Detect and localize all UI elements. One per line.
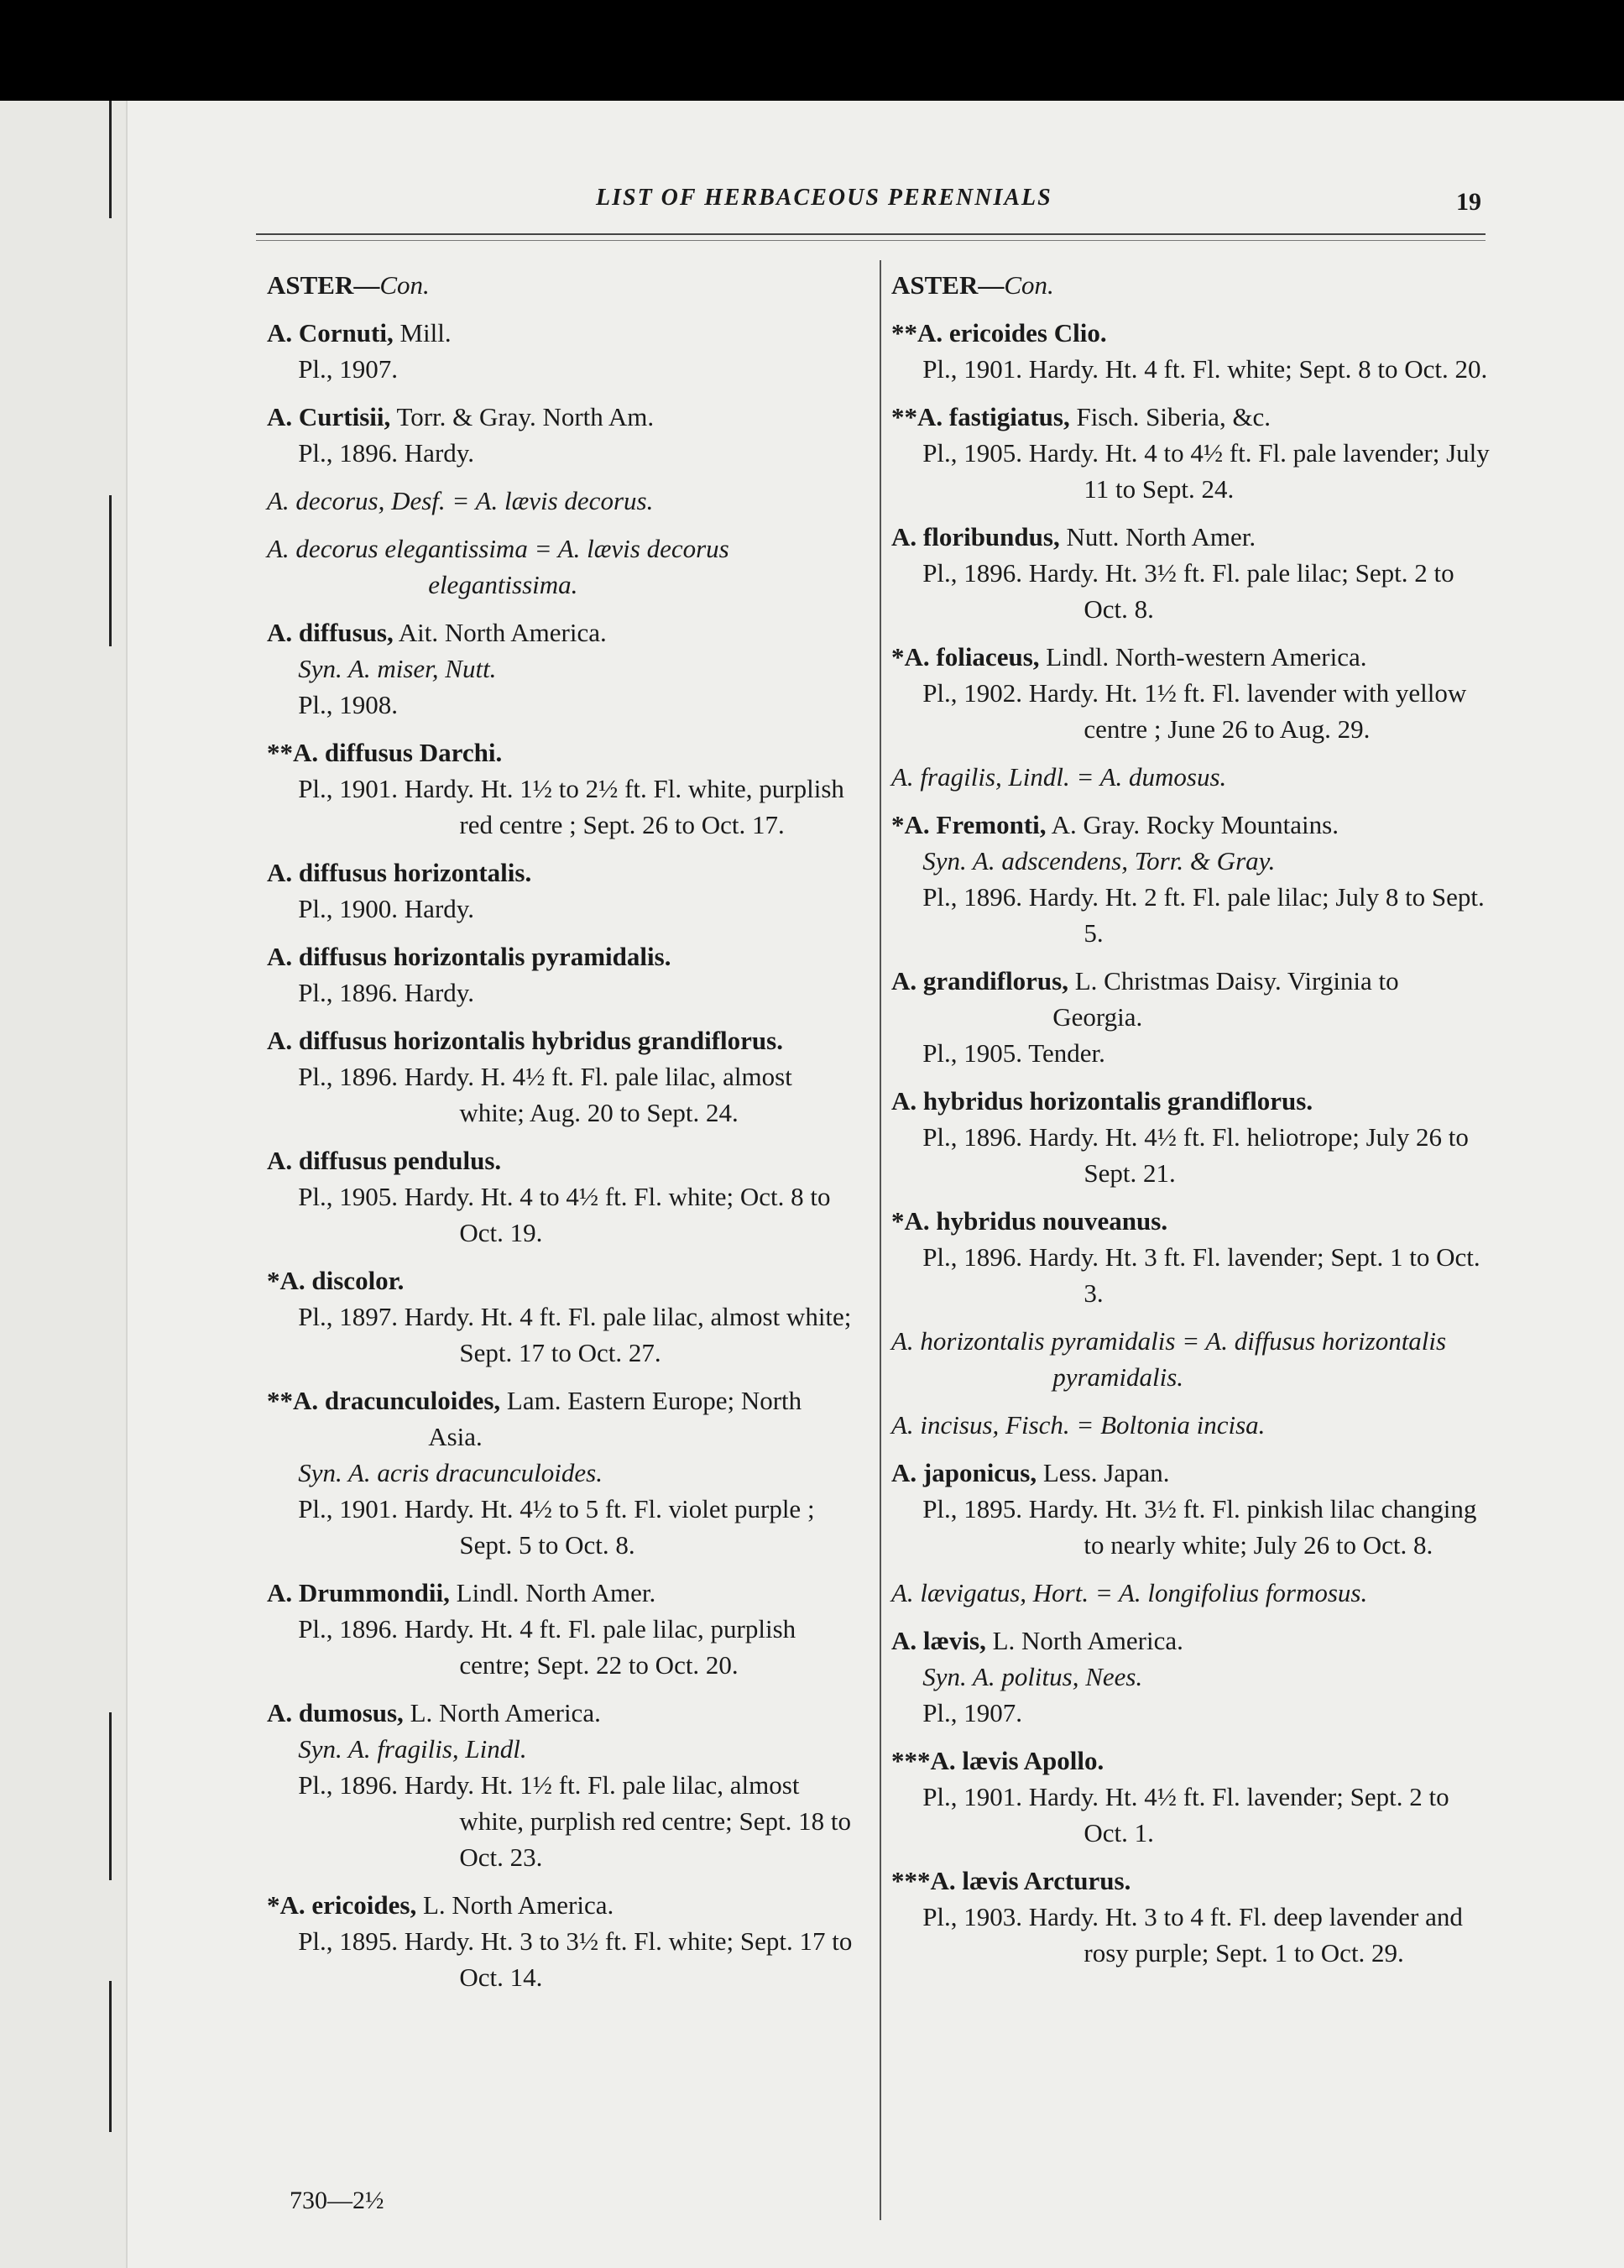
authority-origin: L. North America. [416,1890,614,1920]
plant-name: A. floribundus, [891,522,1060,551]
planting-detail: Pl., 1895. Hardy. Ht. 3½ ft. Fl. pinkish lilac changing to nearly white; July 26 to Oct. 8. [922,1494,1477,1560]
header-rule [256,233,1486,235]
planting-detail: Pl., 1897. Hardy. Ht. 4 ft. Fl. pale lilac, almost white; Sept. 17 to Oct. 27. [298,1302,852,1367]
plant-entry [267,399,859,471]
plant-name: A. Cornuti, [267,318,394,348]
authority-origin: Torr. & Gray. North Am. [390,402,655,431]
planting-detail: Pl., 1900. Hardy. [298,894,474,923]
plant-name: A. lævis, [891,1626,986,1655]
authority-origin: Lindl. North-western America. [1039,642,1367,672]
planting-detail: Pl., 1902. Hardy. Ht. 1½ ft. Fl. lavender with yellow centre ; June 26 to Aug. 29. [922,678,1467,744]
synonym-line: Syn. A. miser, Nutt. [298,654,497,683]
binding-edge [0,101,128,2268]
plant-entry [891,519,1491,627]
synonym-line: Syn. A. politus, Nees. [922,1662,1143,1691]
section-heading: ASTER—Con. [267,270,430,300]
plant-entry [267,854,859,927]
plant-name: A. japonicus, [891,1458,1037,1487]
entry-list [267,315,859,1995]
plant-name: *A. hybridus nouveanus. [891,1206,1168,1236]
plant-entry [267,1695,859,1875]
authority-origin: L. North America. [403,1698,601,1727]
plant-name: **A. fastigiatus, [891,402,1070,431]
page-number: 19 [1456,188,1481,216]
authority-origin: L. North America. [985,1626,1183,1655]
planting-detail: Pl., 1903. Hardy. Ht. 3 to 4 ft. Fl. deep lavender and rosy purple; Sept. 1 to Oct. 29. [922,1902,1463,1968]
section-heading: ASTER—Con. [891,270,1054,300]
plant-entry [891,963,1491,1071]
authority-origin: Lindl. North Amer. [449,1578,656,1607]
cross-reference: A. incisus, Fisch. = Boltonia incisa. [891,1410,1266,1440]
plant-entry [267,1575,859,1683]
authority-origin: Fisch. Siberia, &c. [1069,402,1272,431]
binding-mark [109,1712,112,1880]
entry-list [891,315,1491,1971]
plant-entry [891,1863,1491,1971]
plant-name: **A. ericoides Clio. [891,318,1107,348]
plant-entry [891,1407,1491,1443]
planting-detail: Pl., 1901. Hardy. Ht. 1½ to 2½ ft. Fl. white, purplish red centre ; Sept. 26 to Oct. 17. [298,774,844,839]
cross-reference: A. decorus, Desf. = A. lævis decorus. [267,486,654,515]
plant-entry [267,734,859,843]
plant-entry [267,614,859,723]
plant-entry [891,1743,1491,1851]
header-rule [256,240,1486,241]
synonym-line: Syn. A. fragilis, Lindl. [298,1734,527,1764]
plant-entry [891,315,1491,387]
plant-entry [267,1262,859,1371]
planting-detail: Pl., 1896. Hardy. Ht. 3½ ft. Fl. pale lilac; Sept. 2 to Oct. 8. [922,558,1454,624]
planting-detail: Pl., 1896. Hardy. Ht. 3 ft. Fl. lavender; Sept. 1 to Oct. 3. [922,1242,1480,1308]
plant-name: A. grandiflorus, [891,966,1068,996]
planting-detail: Pl., 1895. Hardy. Ht. 3 to 3½ ft. Fl. white; Sept. 17 to Oct. 14. [298,1926,853,1992]
planting-detail: Pl., 1896. Hardy. [298,978,474,1007]
planting-detail: Pl., 1896. Hardy. Ht. 2 ft. Fl. pale lilac; July 8 to Sept. 5. [922,882,1485,948]
plant-name: A. diffusus pendulus. [267,1146,502,1175]
column-divider [880,260,881,2220]
plant-entry [891,1203,1491,1311]
plant-entry [267,1142,859,1251]
planting-detail: Pl., 1905. Hardy. Ht. 4 to 4½ ft. Fl. white; Oct. 8 to Oct. 19. [298,1182,831,1247]
planting-detail: Pl., 1896. Hardy. Ht. 4 ft. Fl. pale lilac, purplish centre; Sept. 22 to Oct. 20. [298,1614,796,1680]
cross-reference: A. fragilis, Lindl. = A. dumosus. [891,762,1227,792]
planting-detail: Pl., 1896. Hardy. [298,438,474,468]
plant-entry [267,1022,859,1131]
plant-name: A. hybridus horizontalis grandiflorus. [891,1086,1313,1116]
cross-reference: A. lævigatus, Hort. = A. longifolius formosus. [891,1578,1368,1607]
plant-name: A. diffusus horizontalis. [267,858,532,887]
planting-detail: Pl., 1907. [922,1698,1023,1727]
book-page [0,101,1624,2268]
plant-entry [891,1323,1491,1395]
plant-entry [891,807,1491,951]
planting-detail: Pl., 1896. Hardy. H. 4½ ft. Fl. pale lilac, almost white; Aug. 20 to Sept. 24. [298,1062,792,1127]
plant-name: ***A. lævis Arcturus. [891,1866,1131,1895]
plant-name: A. diffusus horizontalis hybridus grandiflorus. [267,1026,783,1055]
plant-entry [267,938,859,1011]
plant-name: **A. dracunculoides, [267,1386,501,1415]
plant-entry [891,1623,1491,1731]
synonym-line: Syn. A. adscendens, Torr. & Gray. [922,846,1276,875]
plant-name: *A. Fremonti, [891,810,1047,839]
plant-entry [267,530,859,603]
cross-reference: A. decorus elegantissima = A. lævis decorus elegantissima. [267,534,729,599]
authority-origin: A. Gray. Rocky Mountains. [1046,810,1339,839]
plant-entry [267,315,859,387]
authority-origin: L. Christmas Daisy. Virginia to Georgia. [1052,966,1399,1032]
cross-reference: A. horizontalis pyramidalis = A. diffusus horizontalis pyramidalis. [891,1326,1447,1392]
authority-origin: Mill. [393,318,452,348]
plant-name: **A. diffusus Darchi. [267,738,503,767]
plant-name: ***A. lævis Apollo. [891,1746,1104,1775]
plant-name: A. diffusus horizontalis pyramidalis. [267,942,671,971]
plant-entry [891,1455,1491,1563]
plant-entry [891,639,1491,747]
plant-name: *A. foliaceus, [891,642,1040,672]
plant-entry [267,1382,859,1563]
plant-entry [891,759,1491,795]
plant-name: *A. ericoides, [267,1890,417,1920]
binding-mark [109,101,112,218]
authority-origin: Ait. North America. [393,618,607,647]
plant-entry [891,399,1491,507]
plant-name: *A. discolor. [267,1266,405,1295]
planting-detail: Pl., 1908. [298,690,399,719]
left-column [267,267,859,1995]
plant-entry [891,1575,1491,1611]
binding-mark [109,495,112,646]
plant-name: A. dumosus, [267,1698,404,1727]
plant-name: A. diffusus, [267,618,394,647]
plant-name: A. Drummondii, [267,1578,450,1607]
planting-detail: Pl., 1896. Hardy. Ht. 4½ ft. Fl. heliotrope; July 26 to Sept. 21. [922,1122,1469,1188]
planting-detail: Pl., 1907. [298,354,399,384]
planting-detail: Pl., 1901. Hardy. Ht. 4 ft. Fl. white; Sept. 8 to Oct. 20. [922,354,1488,384]
planting-detail: Pl., 1896. Hardy. Ht. 1½ ft. Fl. pale lilac, almost white, purplish red centre; Sept. 18 to Oct. 23. [298,1770,851,1872]
planting-detail: Pl., 1905. Tender. [922,1038,1105,1068]
plant-name: A. Curtisii, [267,402,391,431]
planting-detail: Pl., 1901. Hardy. Ht. 4½ to 5 ft. Fl. violet purple ; Sept. 5 to Oct. 8. [298,1494,815,1560]
plant-entry [267,1887,859,1995]
authority-origin: Lam. Eastern Europe; North Asia. [428,1386,802,1451]
planting-detail: Pl., 1905. Hardy. Ht. 4 to 4½ ft. Fl. pale lavender; July 11 to Sept. 24. [922,438,1490,504]
authority-origin: Less. Japan. [1037,1458,1170,1487]
running-title: LIST OF HERBACEOUS PERENNIALS [596,185,1052,211]
printer-signature: 730—2½ [290,2187,384,2214]
binding-mark [109,1981,112,2132]
plant-entry [267,483,859,519]
synonym-line: Syn. A. acris dracunculoides. [298,1458,603,1487]
right-column [891,267,1491,1971]
planting-detail: Pl., 1901. Hardy. Ht. 4½ ft. Fl. lavender; Sept. 2 to Oct. 1. [922,1782,1449,1847]
plant-entry [891,1083,1491,1191]
authority-origin: Nutt. North Amer. [1059,522,1256,551]
